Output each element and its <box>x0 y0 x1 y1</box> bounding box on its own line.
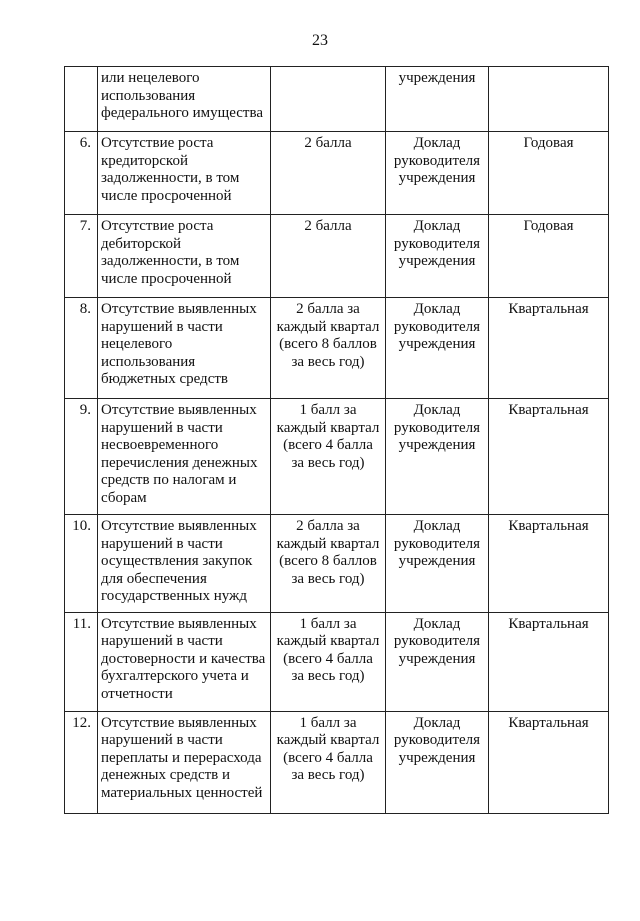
row-number: 7. <box>65 215 98 298</box>
row-number: 10. <box>65 515 98 613</box>
row-number: 9. <box>65 399 98 515</box>
source-cell: Доклад руководителя учреждения <box>386 215 489 298</box>
criterion-name: Отсутствие выявленных нарушений в части несвоевременного перечисления денежных средств по налогам и сборам <box>98 399 271 515</box>
period-cell: Годовая <box>489 132 609 215</box>
row-number: 6. <box>65 132 98 215</box>
page-number: 23 <box>312 32 328 49</box>
table-row <box>65 711 609 813</box>
source-cell: Доклад руководителя учреждения <box>386 399 489 515</box>
score-cell: 2 балла за каждый квартал (всего 8 баллов за весь год) <box>271 298 386 399</box>
source-cell: учреждения <box>386 67 489 132</box>
row-number: 11. <box>65 612 98 711</box>
table-row <box>65 612 609 711</box>
source-cell: Доклад руководителя учреждения <box>386 711 489 813</box>
criterion-name: Отсутствие выявленных нарушений в части нецелевого использования бюджетных средств <box>98 298 271 399</box>
criterion-name: Отсутствие роста кредиторской задолженности, в том числе просроченной <box>98 132 271 215</box>
table-row <box>65 298 609 399</box>
period-cell: Годовая <box>489 215 609 298</box>
source-cell: Доклад руководителя учреждения <box>386 515 489 613</box>
score-cell <box>271 67 386 132</box>
period-cell: Квартальная <box>489 298 609 399</box>
period-cell: Квартальная <box>489 612 609 711</box>
criterion-name: Отсутствие выявленных нарушений в части осуществления закупок для обеспечения государственных нужд <box>98 515 271 613</box>
table-row <box>65 215 609 298</box>
score-cell: 1 балл за каждый квартал (всего 4 балла за весь год) <box>271 612 386 711</box>
table-row-continuation <box>65 67 609 132</box>
score-cell: 2 балла <box>271 215 386 298</box>
criterion-name: Отсутствие выявленных нарушений в части достоверности и качества бухгалтерского учета и отчетности <box>98 612 271 711</box>
score-cell: 2 балла за каждый квартал (всего 8 баллов за весь год) <box>271 515 386 613</box>
period-cell: Квартальная <box>489 515 609 613</box>
source-cell: Доклад руководителя учреждения <box>386 298 489 399</box>
score-cell: 1 балл за каждый квартал (всего 4 балла за весь год) <box>271 399 386 515</box>
table-row <box>65 132 609 215</box>
row-number <box>65 67 98 132</box>
table-row <box>65 399 609 515</box>
period-cell: Квартальная <box>489 399 609 515</box>
score-cell: 1 балл за каждый квартал (всего 4 балла за весь год) <box>271 711 386 813</box>
table-row <box>65 515 609 613</box>
period-cell <box>489 67 609 132</box>
score-cell: 2 балла <box>271 132 386 215</box>
source-cell: Доклад руководителя учреждения <box>386 612 489 711</box>
criteria-table <box>64 66 609 814</box>
source-cell: Доклад руководителя учреждения <box>386 132 489 215</box>
row-number: 12. <box>65 711 98 813</box>
criterion-name: Отсутствие выявленных нарушений в части переплаты и перерасхода денежных средств и материальных ценностей <box>98 711 271 813</box>
criterion-name: или нецелевого использования федерального имущества <box>98 67 271 132</box>
criterion-name: Отсутствие роста дебиторской задолженности, в том числе просроченной <box>98 215 271 298</box>
row-number: 8. <box>65 298 98 399</box>
period-cell: Квартальная <box>489 711 609 813</box>
